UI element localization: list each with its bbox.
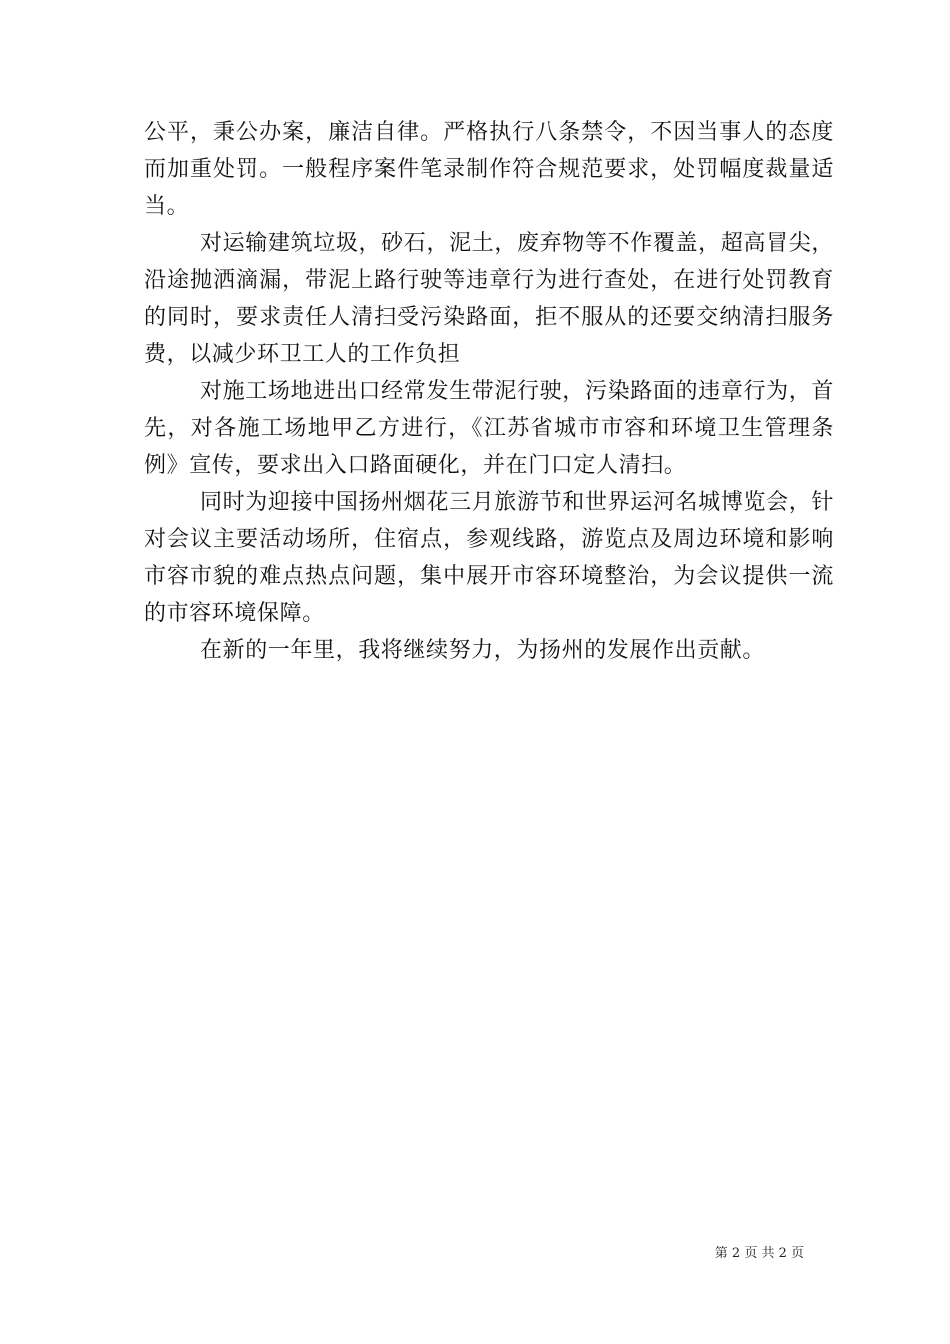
paragraph-5: 在新的一年里，我将继续努力，为扬州的发展作出贡献。 — [200, 638, 766, 663]
paragraph-4: 同时为迎接中国扬州烟花三月旅游节和世界运河名城博览会，针对会议主要活动场所，住宿点，参观线路，游览点及周边环境和影响市容市貌的难点热点问题，集中展开市容环境整治，为会议提供一流的市容环境保障。 — [144, 490, 834, 626]
paragraph-3: 对施工场地进出口经常发生带泥行驶，污染路面的违章行为，首先，对各施工场地甲乙方进行，《江苏省城市市容和环境卫生管理条例》宣传，要求出入口路面硬化，并在门口定人清扫。 — [144, 379, 834, 478]
page-number: 第 2 页 共 2 页 — [714, 1246, 804, 1261]
document-body — [144, 114, 834, 669]
paragraph-1: 公平，秉公办案，廉洁自律。严格执行八条禁令，不因当事人的态度而加重处罚。一般程序案件笔录制作符合规范要求，处罚幅度裁量适当。 — [144, 120, 834, 219]
paragraph-2: 对运输建筑垃圾，砂石，泥土，废弃物等不作覆盖，超高冒尖，沿途抛洒滴漏，带泥上路行驶等违章行为进行查处，在进行处罚教育的同时，要求责任人清扫受污染路面，拒不服从的还要交纳清扫服务费，以减少环卫工人的工作负担 — [144, 231, 834, 367]
